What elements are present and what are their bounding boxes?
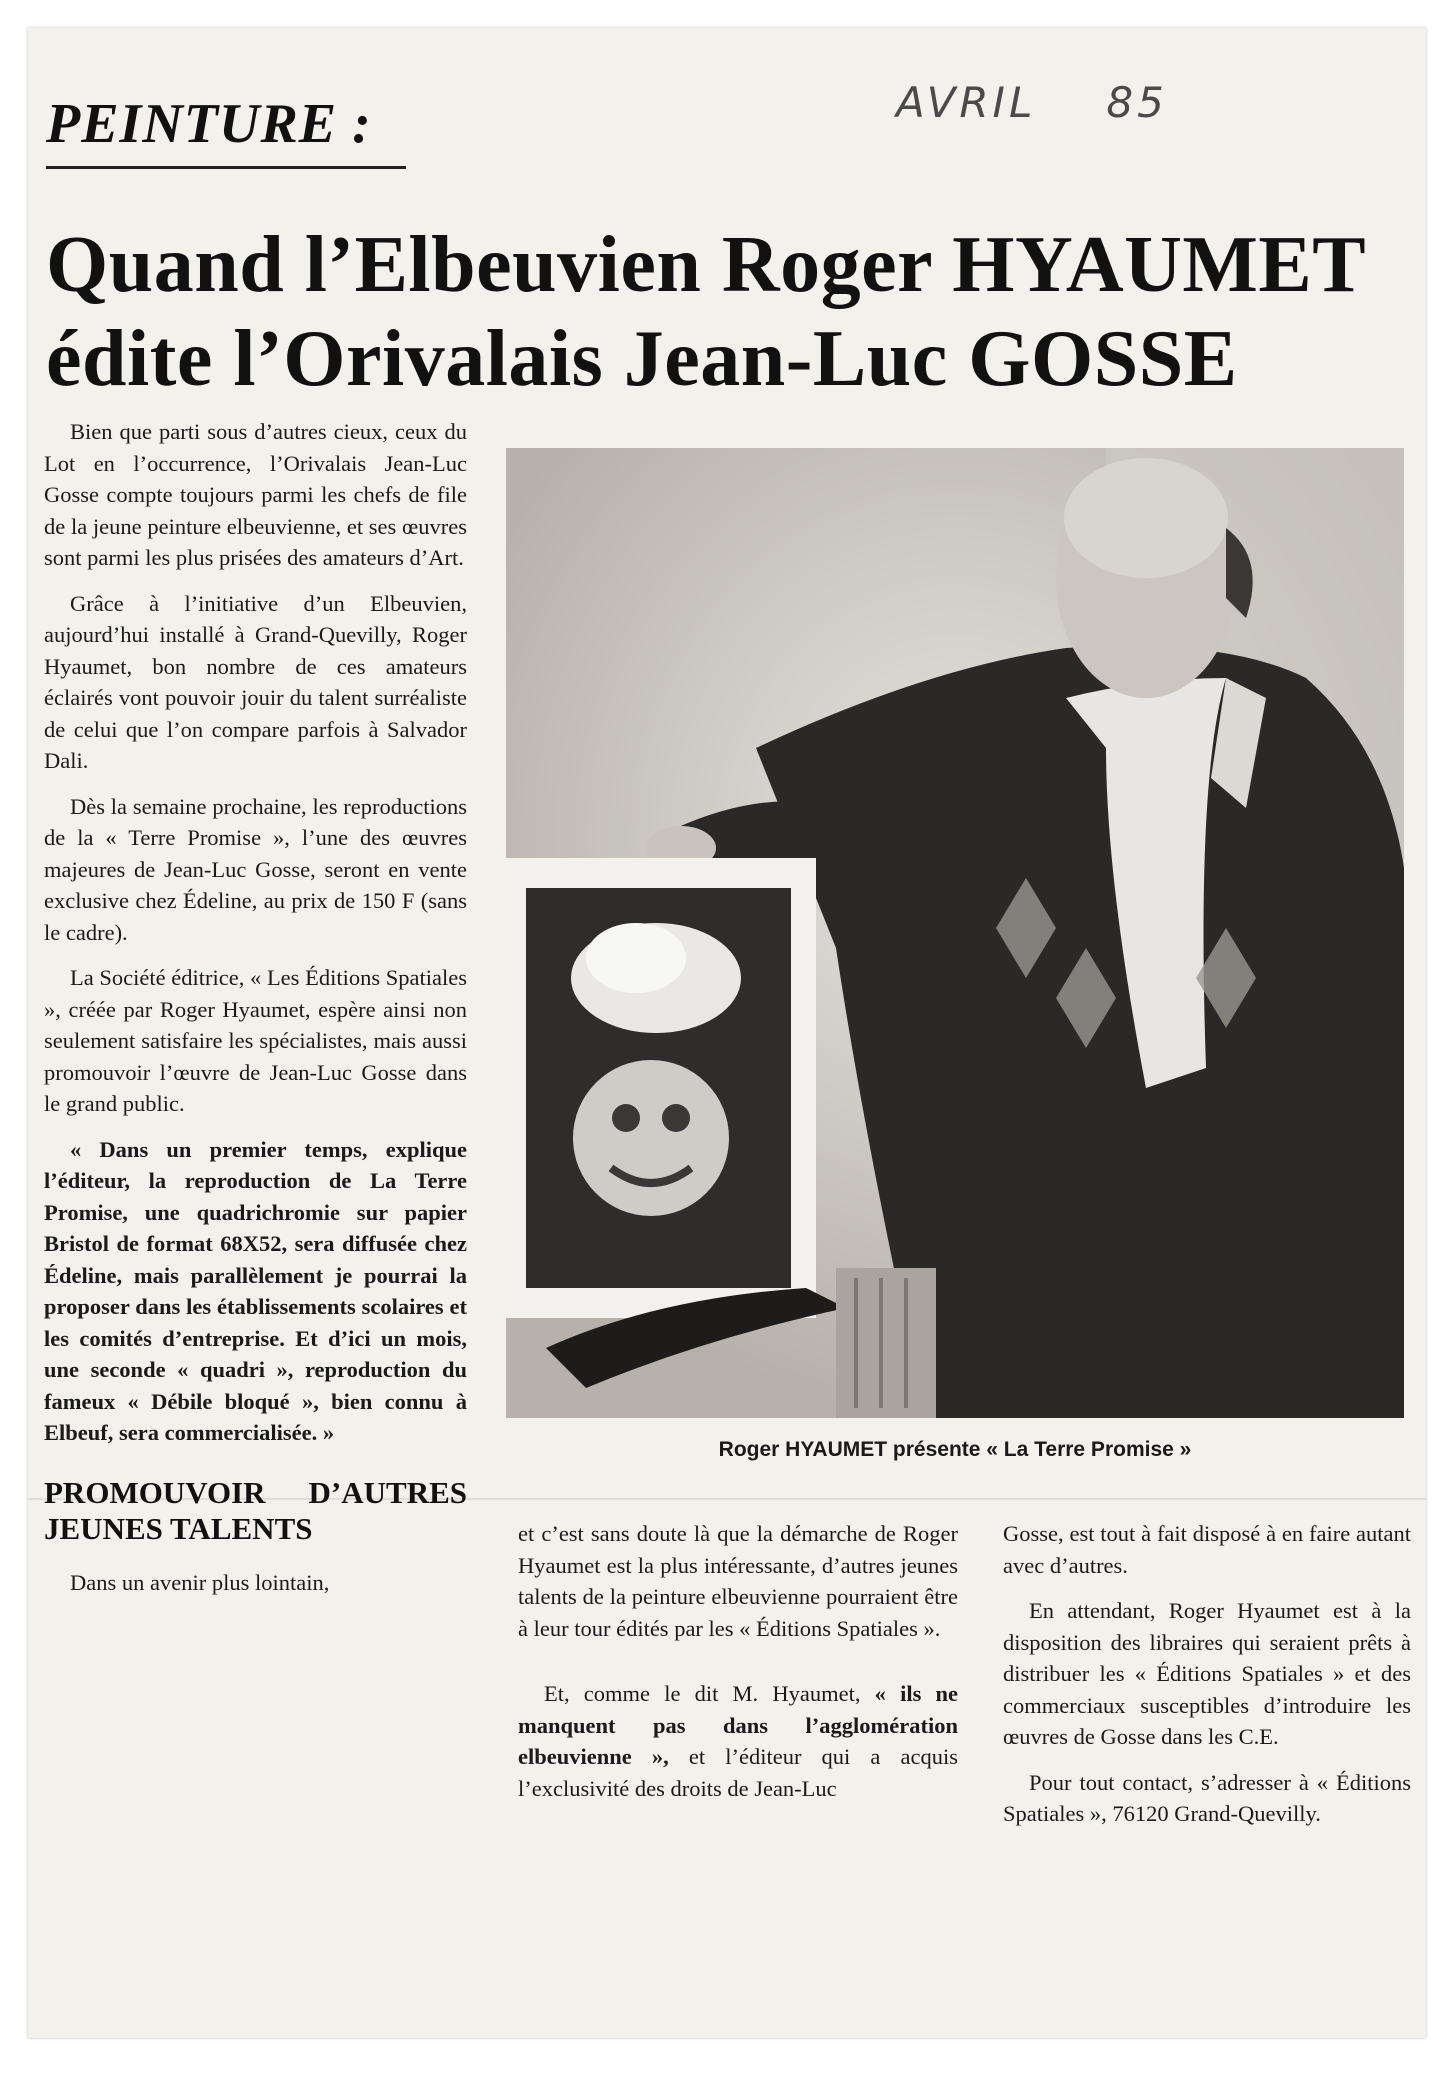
kicker-underline — [46, 166, 406, 169]
paragraph: Dès la semaine prochaine, les reproductions de la « Terre Promise », l’une des œuvres majeures de Jean-Luc Gosse, seront en vente exclusive chez Édeline, au prix de 150 F (sans le cadre). — [44, 793, 467, 945]
article-column-1 — [44, 416, 467, 1612]
quote-paragraph: « Dans un premier temps, explique l’éditeur, la reproduction de La Terre Promise, une quadrichromie sur papier Bristol de format 68X52, sera diffusée chez Édeline, mais parallèlement je pourrai la proposer dans les établissements scolaires et les comités d’entreprise. Et d’ici un mois, une seconde « quadri », reproduction du fameux « Débile bloqué », bien connu à Elbeuf, sera commercialisée. » — [44, 1136, 467, 1445]
paragraph — [518, 1678, 958, 1804]
newspaper-clipping — [28, 28, 1426, 2038]
paragraph: Grâce à l’initiative d’un Elbeuvien, aujourd’hui installé à Grand-Quevilly, Roger Hyaumet, bon nombre de ces amateurs éclairés vont pouvoir jouir du talent surréaliste de celui que l’on compare parfois à Salvador Dali. — [44, 590, 467, 773]
handwritten-date — [896, 78, 1238, 127]
article-column-3 — [1003, 1518, 1411, 1844]
quote-phrase: « ils ne manquent pas dans l’agglomération elbeuvienne », — [518, 1681, 959, 1769]
photo-caption: Roger HYAUMET présente « La Terre Promise » — [718, 1438, 1192, 1461]
headline — [46, 218, 1416, 406]
handwritten-month: AVRIL — [896, 78, 1037, 127]
handwritten-year: 85 — [1106, 78, 1168, 127]
paragraph: Pour tout contact, s’adresser à « Éditions Spatiales », 76120 Grand-Quevilly. — [1003, 1769, 1411, 1826]
headline-line-2: édite l’Orivalais Jean-Luc GOSSE — [46, 315, 1238, 403]
section-kicker: PEINTURE : — [46, 93, 372, 155]
paragraph: Dans un avenir plus lointain, — [70, 1569, 330, 1595]
paragraph: Gosse, est tout à fait disposé à en faire autant avec d’autres. — [1003, 1521, 1411, 1578]
article-photo — [506, 448, 1404, 1418]
photo-illustration — [506, 448, 1404, 1418]
paragraph-end: et l’éditeur qui a acquis l’exclusivité des droits de Jean-Luc — [518, 1744, 959, 1801]
paragraph-start: Et, comme le dit M. Hyaumet, — [544, 1681, 861, 1706]
paragraph: Bien que parti sous d’autres cieux, ceux du Lot en l’occurrence, l’Orivalais Jean-Luc Gosse compte toujours parmi les chefs de file de la jeune peinture elbeuvienne, et ses œuvres sont parmi les plus prisées des amateurs d’Art. — [44, 419, 467, 570]
headline-line-1: Quand l’Elbeuvien Roger HYAUMET — [46, 221, 1367, 309]
subheading: PROMOUVOIR D’AUTRES JEUNES TALENTS — [44, 1474, 467, 1546]
article-column-2 — [518, 1518, 958, 1818]
paragraph: En attendant, Roger Hyaumet est à la disposition des libraires qui seraient prêts à distribuer les « Éditions Spatiales » et des commerciaux susceptibles d’introduire les œuvres de Gosse dans les C.E. — [1003, 1598, 1411, 1749]
paragraph: La Société éditrice, « Les Éditions Spatiales », créée par Roger Hyaumet, espère ainsi non seulement satisfaire les spécialistes, mais aussi promouvoir l’œuvre de Jean-Luc Gosse dans le grand public. — [44, 965, 467, 1116]
paragraph: et c’est sans doute là que la démarche de Roger Hyaumet est la plus intéressante, d’autres jeunes talents de la peinture elbeuvienne pourraient être à leur tour édités par les « Éditions Spatiales ». — [518, 1521, 958, 1641]
